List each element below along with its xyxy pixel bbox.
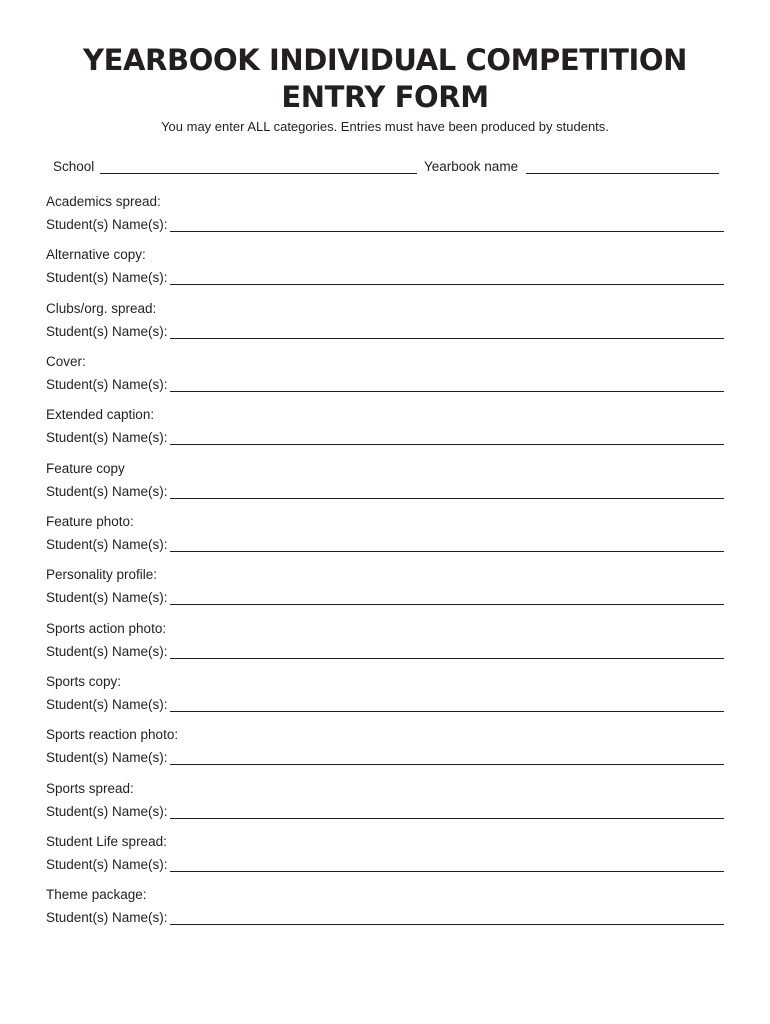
category-label: Sports copy: — [46, 674, 122, 689]
school-label: School — [53, 159, 95, 174]
form-title-line-2: ENTRY FORM — [281, 80, 489, 114]
yearbook-name-label: Yearbook name — [424, 159, 519, 174]
entry-personality-profile — [46, 566, 724, 616]
form-subtitle: You may enter ALL categories. Entries must have been produced by students. — [161, 119, 609, 134]
student-names-field[interactable] — [170, 284, 724, 285]
student-names-label: Student(s) Name(s): — [46, 590, 168, 605]
category-label: Sports action photo: — [46, 621, 167, 636]
student-names-field[interactable] — [170, 924, 724, 925]
entry-extended-caption — [46, 406, 724, 456]
student-names-label: Student(s) Name(s): — [46, 644, 168, 659]
yearbook-name-field[interactable] — [526, 173, 719, 174]
student-names-field[interactable] — [170, 871, 724, 872]
student-names-field[interactable] — [170, 231, 724, 232]
category-label: Student Life spread: — [46, 834, 167, 849]
student-names-field[interactable] — [170, 498, 724, 499]
entry-cover — [46, 353, 724, 403]
entry-sports-spread — [46, 780, 724, 830]
student-names-label: Student(s) Name(s): — [46, 324, 168, 339]
entry-alternative-copy — [46, 246, 724, 296]
student-names-label: Student(s) Name(s): — [46, 697, 168, 712]
student-names-label: Student(s) Name(s): — [46, 804, 168, 819]
student-names-label: Student(s) Name(s): — [46, 430, 168, 445]
student-names-field[interactable] — [170, 658, 724, 659]
form-title-line-1: YEARBOOK INDIVIDUAL COMPETITION — [83, 43, 687, 77]
category-label: Clubs/org. spread: — [46, 301, 157, 316]
category-label: Sports spread: — [46, 781, 134, 796]
entry-student-life-spread — [46, 833, 724, 883]
student-names-label: Student(s) Name(s): — [46, 857, 168, 872]
entry-sports-copy — [46, 673, 724, 723]
student-names-field[interactable] — [170, 391, 724, 392]
student-names-field[interactable] — [170, 711, 724, 712]
student-names-label: Student(s) Name(s): — [46, 270, 168, 285]
entry-sports-action-photo — [46, 620, 724, 670]
student-names-field[interactable] — [170, 764, 724, 765]
student-names-label: Student(s) Name(s): — [46, 537, 168, 552]
student-names-field[interactable] — [170, 551, 724, 552]
header-fields — [53, 157, 721, 177]
student-names-field[interactable] — [170, 338, 724, 339]
student-names-label: Student(s) Name(s): — [46, 217, 168, 232]
category-label: Alternative copy: — [46, 247, 146, 262]
entry-feature-copy — [46, 460, 724, 510]
student-names-label: Student(s) Name(s): — [46, 377, 168, 392]
entry-academics-spread — [46, 193, 724, 243]
entry-theme-package — [46, 886, 724, 936]
category-label: Sports reaction photo: — [46, 727, 179, 742]
student-names-label: Student(s) Name(s): — [46, 750, 168, 765]
category-label: Feature copy — [46, 461, 125, 476]
category-label: Feature photo: — [46, 514, 134, 529]
category-label: Extended caption: — [46, 407, 155, 422]
category-label: Theme package: — [46, 887, 147, 902]
student-names-label: Student(s) Name(s): — [46, 484, 168, 499]
category-label: Personality profile: — [46, 567, 158, 582]
student-names-label: Student(s) Name(s): — [46, 910, 168, 925]
category-label: Academics spread: — [46, 194, 161, 209]
entry-feature-photo — [46, 513, 724, 563]
student-names-field[interactable] — [170, 818, 724, 819]
school-field[interactable] — [100, 173, 417, 174]
category-label: Cover: — [46, 354, 86, 369]
student-names-field[interactable] — [170, 444, 724, 445]
entry-sports-reaction-photo — [46, 726, 724, 776]
entry-clubs-org-spread — [46, 300, 724, 350]
student-names-field[interactable] — [170, 604, 724, 605]
